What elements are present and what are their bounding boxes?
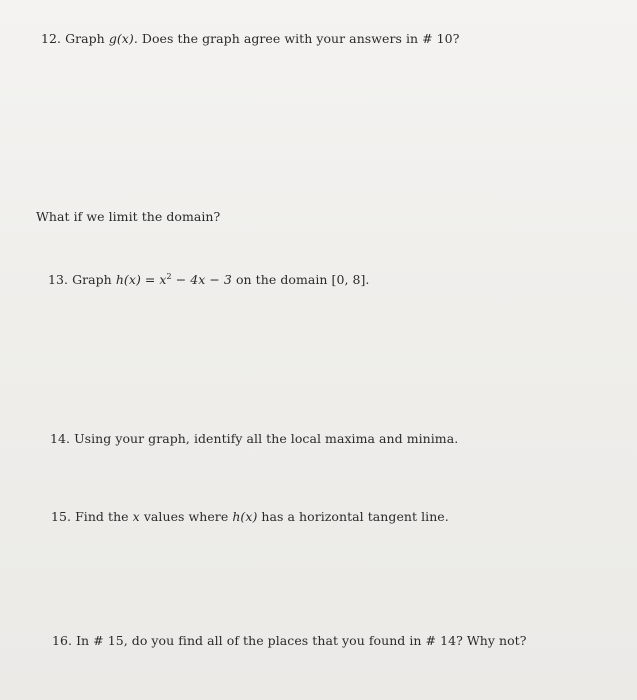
question-14: [50, 431, 458, 446]
question-15-function: h(x): [232, 509, 258, 524]
question-15-text-c: has a horizontal tangent line.: [261, 509, 449, 524]
question-12: [41, 31, 459, 46]
question-13-expression: [116, 272, 232, 287]
question-12-text-a: Graph: [65, 31, 105, 46]
domain-question: What if we limit the domain?: [36, 209, 221, 224]
question-15-text-b: values where: [143, 509, 229, 524]
question-12-number: 12.: [41, 31, 62, 46]
question-15: [51, 509, 449, 524]
question-15-number: 15.: [51, 509, 72, 524]
question-13-expression-head: h(x) = x: [115, 272, 167, 287]
question-13-text-b: on the domain: [235, 272, 328, 287]
question-13-number: 13.: [48, 272, 69, 287]
question-12-function: g(x).: [108, 31, 138, 46]
question-13-expression-tail: − 4x − 3: [171, 272, 232, 287]
question-16-number: 16.: [52, 633, 73, 648]
question-13-text-a: Graph: [72, 272, 112, 287]
question-14-text: Using your graph, identify all the local maxima and minima.: [74, 431, 459, 446]
question-13-exponent: 2: [166, 271, 172, 281]
question-16-text: In # 15, do you find all of the places that you found in # 14? Why not?: [76, 633, 527, 648]
question-12-text-b: Does the graph agree with your answers in # 10?: [141, 31, 460, 46]
question-15-variable: x: [132, 509, 140, 524]
question-15-text-a: Find the: [75, 509, 129, 524]
question-14-number: 14.: [50, 431, 71, 446]
question-13: [48, 272, 369, 287]
question-16: [52, 633, 527, 648]
question-13-interval: [0, 8].: [331, 272, 370, 287]
